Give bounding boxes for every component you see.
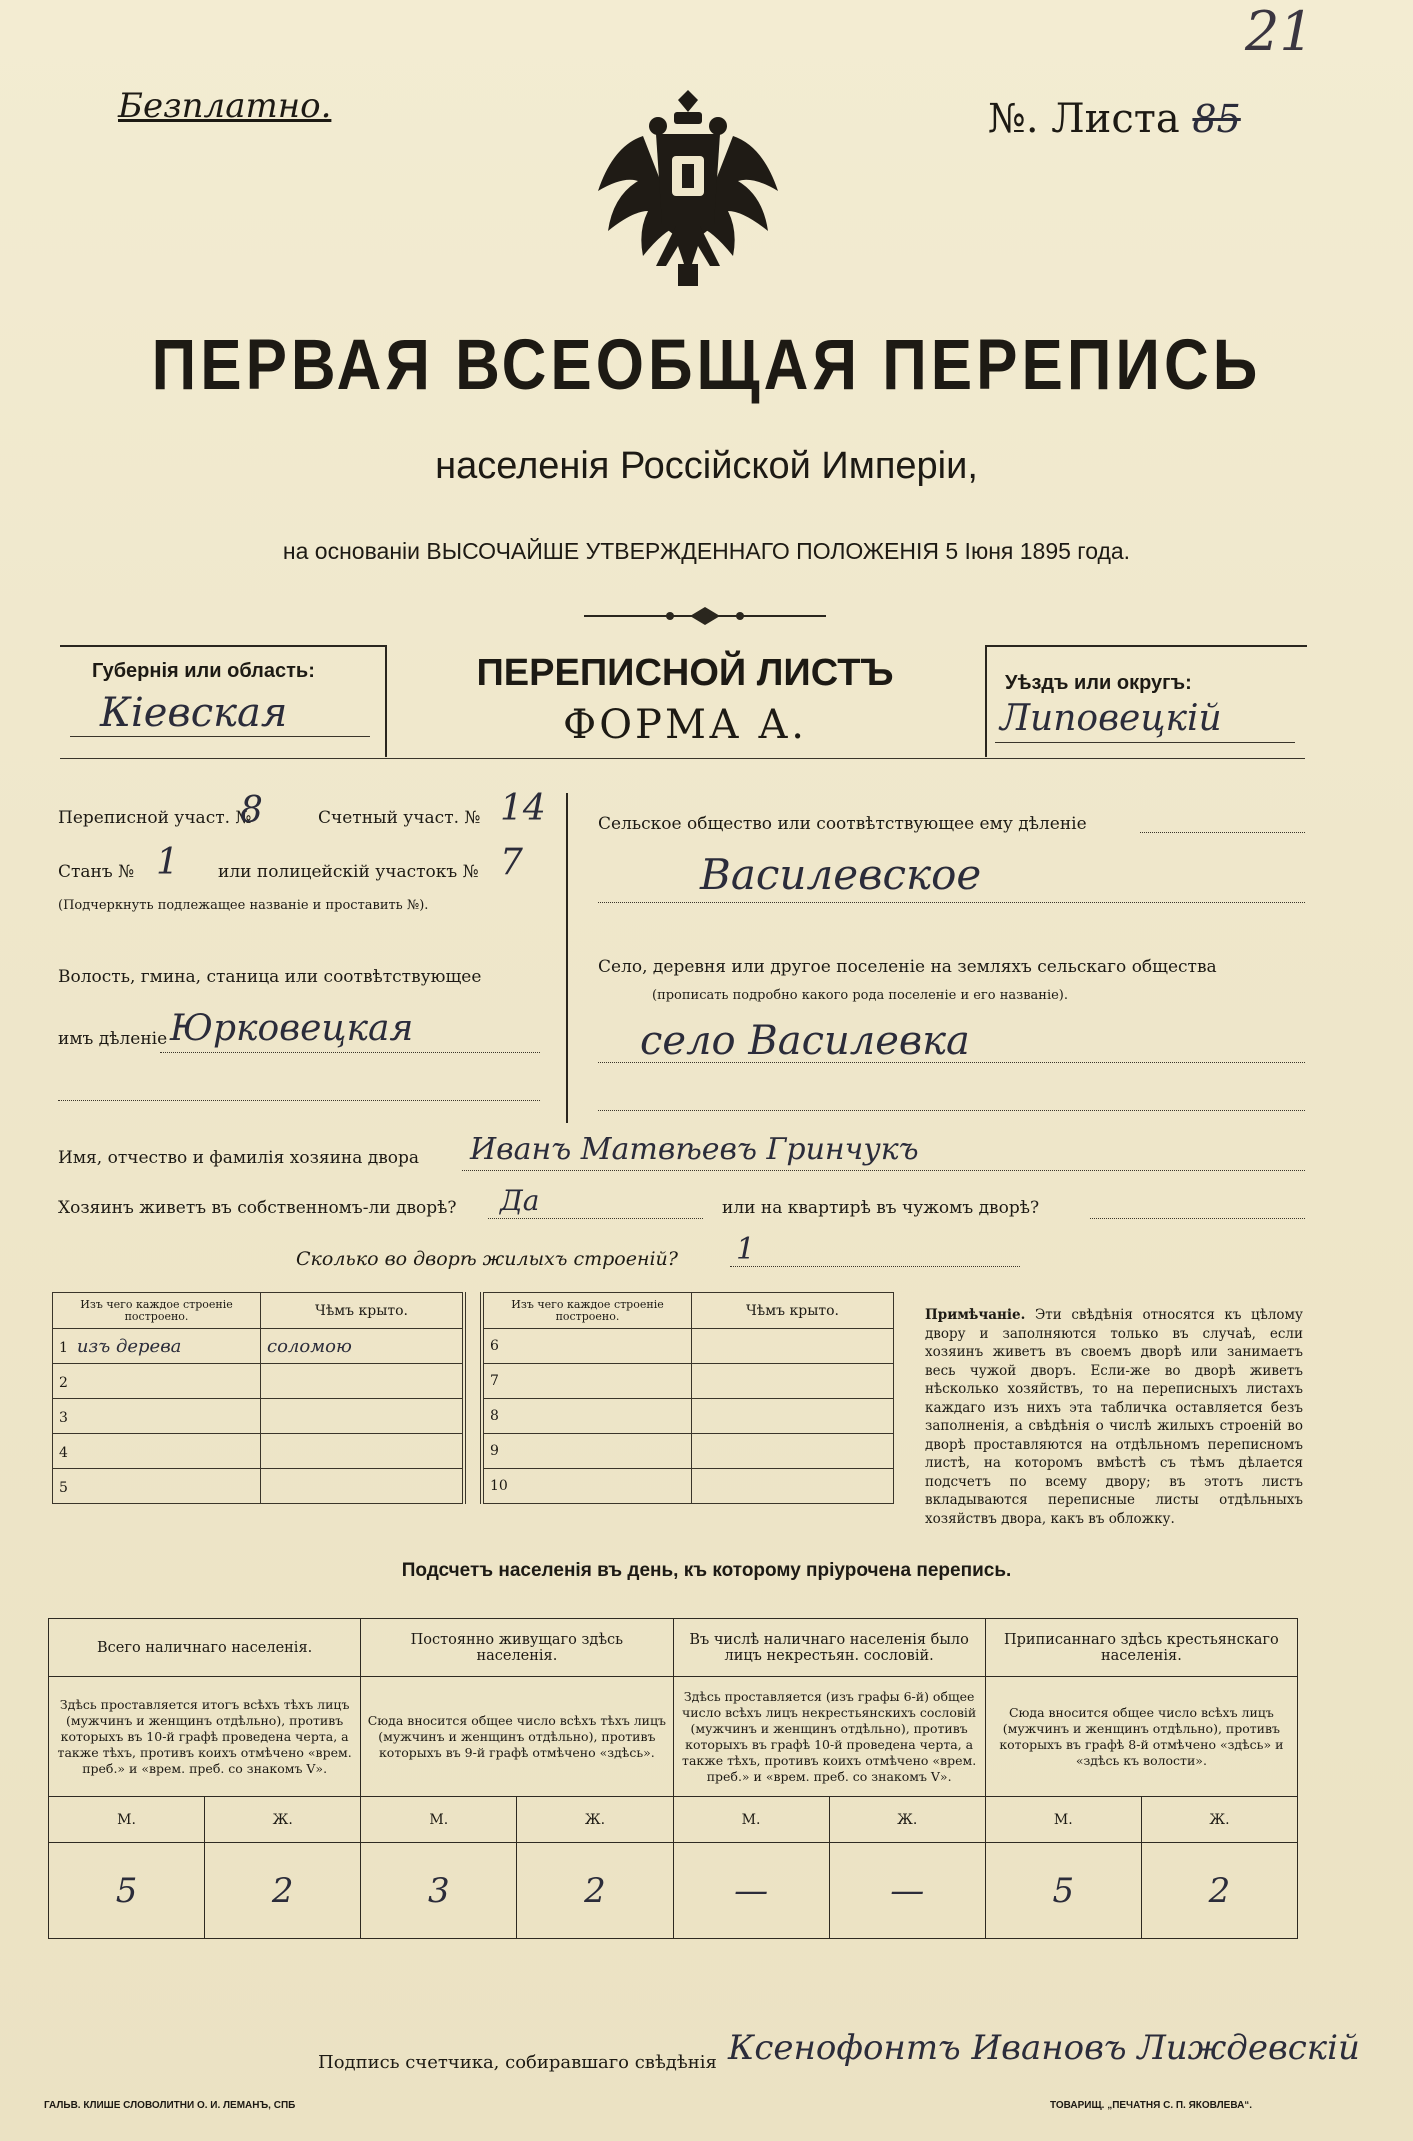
note-text: Эти свѣдѣнія относятся къ цѣлому двору и заполняются только въ случаѣ, если хозяинъ живетъ въ своемъ дворѣ или занимаетъ весь чужой дворъ. Если-же во дворѣ живетъ нѣсколько хозяйствъ, то на переписныхъ листахъ каждаго изъ нихъ эта табличка оставляется безъ заполненія, а свѣдѣнія о числѣ жилыхъ строеній во дворѣ проставляются на отдѣльномъ переписномъ листѣ, на которомъ вмѣстѣ съ тѣмъ дѣлается подсчетъ по всему двору; въ этотъ листъ вкладываются переписные листы отдѣльныхъ хозяйствъ двора, какъ въ обложку. xyxy=(925,1307,1304,1527)
page-subtitle: населенія Россійской Имперіи, xyxy=(435,445,978,487)
volost-value: Юрковецкая xyxy=(170,1008,414,1049)
buildings-table-left xyxy=(52,1292,463,1504)
signature-value: Ксенофонтъ Ивановъ Лиждевскій xyxy=(728,2028,1360,2068)
census-area-value: 8 xyxy=(240,790,263,831)
page-title: ПЕРВАЯ ВСЕОБЩАЯ ПЕРЕПИСЬ xyxy=(151,325,1262,406)
stan-label: Станъ № xyxy=(58,862,135,882)
roof-cell xyxy=(691,1364,893,1399)
sheet-number xyxy=(988,96,1241,142)
row-number: 9 xyxy=(489,1443,499,1459)
building-cell xyxy=(53,1364,261,1399)
roof-cell xyxy=(261,1399,463,1434)
male-header: М. xyxy=(673,1797,829,1843)
police-label: или полицейскій участокъ № xyxy=(218,862,479,882)
building-cell xyxy=(53,1434,261,1469)
built-value: изъ дерева xyxy=(76,1335,182,1357)
note xyxy=(925,1306,1303,1528)
basis-line: на основаніи ВЫСОЧАЙШЕ УТВЕРЖДЕННАГО ПОЛОЖЕНІЯ 5 Іюня 1895 года. xyxy=(282,538,1131,564)
col-roof-header: Чѣмъ крыто. xyxy=(261,1293,463,1329)
gubernia-label: Губернія или область: xyxy=(92,660,315,682)
row-number: 8 xyxy=(489,1408,499,1424)
male-count: — xyxy=(673,1843,829,1939)
note-title: Примѣчаніе. xyxy=(925,1307,1026,1323)
owner-name-label: Имя, отчество и фамилія хозяина двора xyxy=(58,1148,420,1168)
building-row xyxy=(53,1329,463,1364)
male-count: 5 xyxy=(49,1843,205,1939)
building-cell xyxy=(53,1329,261,1364)
male-count: 3 xyxy=(361,1843,517,1939)
roof-cell xyxy=(261,1434,463,1469)
building-row xyxy=(53,1434,463,1469)
underline-note: (Подчеркнуть подлежащее названіе и проставить №). xyxy=(58,898,429,913)
female-count: 2 xyxy=(1141,1843,1297,1939)
roof-cell xyxy=(261,1364,463,1399)
row-number: 3 xyxy=(59,1409,68,1426)
society-value: Василевское xyxy=(700,850,982,899)
own-yard-value: Да xyxy=(500,1184,540,1217)
building-row xyxy=(483,1469,893,1504)
building-row xyxy=(483,1434,893,1469)
buildings-table-right xyxy=(483,1292,894,1504)
building-cell xyxy=(53,1469,261,1504)
corner-number: 21 xyxy=(1245,0,1314,63)
uezd-value: Липовецкій xyxy=(1000,698,1222,739)
uezd-label: Уѣздъ или округъ: xyxy=(1005,672,1192,694)
stan-value: 1 xyxy=(156,842,179,883)
village-label: Село, деревня или другое поселеніе на земляхъ сельскаго общества xyxy=(598,957,1217,977)
form-name: ФОРМА А. xyxy=(563,702,807,748)
row-number: 10 xyxy=(489,1478,508,1494)
female-count: 2 xyxy=(205,1843,361,1939)
building-row xyxy=(483,1364,893,1399)
section-divider xyxy=(566,793,568,1123)
owner-name-value: Иванъ Матвѣевъ Гринчукъ xyxy=(470,1132,919,1167)
population-col-title: Всего наличнаго населенія. xyxy=(49,1619,361,1677)
roof-cell xyxy=(691,1469,893,1504)
building-row xyxy=(53,1469,463,1504)
male-header: М. xyxy=(985,1797,1141,1843)
roof-cell xyxy=(261,1469,463,1504)
row-number: 1 xyxy=(59,1339,68,1356)
male-count: 5 xyxy=(985,1843,1141,1939)
roof-cell xyxy=(691,1329,893,1364)
col-roof-header-2: Чѣмъ крыто. xyxy=(691,1293,893,1329)
row-number: 6 xyxy=(489,1338,499,1354)
ornament-divider xyxy=(580,604,830,628)
building-cell xyxy=(483,1469,691,1504)
population-col-title: Въ числѣ наличнаго населенія было лицъ некрестьян. сословій. xyxy=(673,1619,985,1677)
building-row xyxy=(483,1399,893,1434)
row-number: 2 xyxy=(59,1374,68,1391)
count-area-label: Счетный участ. № xyxy=(318,808,481,828)
village-value: село Василевка xyxy=(640,1018,970,1064)
population-heading: Подсчетъ населенія въ день, къ которому пріурочена перепись. xyxy=(401,1560,1012,1581)
population-col-desc: Сюда вносится общее число всѣхъ лицъ (мужчинъ и женщинъ отдѣльно), противъ которыхъ въ графѣ 8-й отмѣчено «здѣсь» и «здѣсь къ волости». xyxy=(985,1677,1297,1797)
village-note: (прописать подробно какого рода поселеніе и его названіе). xyxy=(652,988,1068,1003)
population-col-title: Приписаннаго здѣсь крестьянскаго населенія. xyxy=(985,1619,1297,1677)
census-area-label: Переписной участ. № xyxy=(58,808,252,828)
roof-value: соломою xyxy=(267,1335,352,1357)
population-table xyxy=(48,1618,1298,1939)
building-cell xyxy=(53,1399,261,1434)
society-label: Сельское общество или соотвѣтствующее ему дѣленіе xyxy=(598,814,1087,834)
col-built-header: Изъ чего каждое строеніе построено. xyxy=(53,1293,261,1329)
col-built-header-2: Изъ чего каждое строеніе построено. xyxy=(483,1293,691,1329)
population-col-desc: Здѣсь проставляется итогъ всѣхъ тѣхъ лицъ (мужчинъ и женщинъ отдѣльно), противъ которыхъ въ 10-й графѣ проведена черта, а также тѣхъ, противъ коихъ отмѣчено «врем. преб.» и «врем. преб. со знакомъ V». xyxy=(49,1677,361,1797)
population-col-title: Постоянно живущаго здѣсь населенія. xyxy=(361,1619,673,1677)
female-header: Ж. xyxy=(205,1797,361,1843)
building-cell xyxy=(483,1434,691,1469)
female-count: — xyxy=(829,1843,985,1939)
population-col-desc: Сюда вносится общее число всѣхъ тѣхъ лицъ (мужчинъ и женщинъ отдѣльно), противъ которыхъ въ 9-й графѣ отмѣчено «здѣсь». xyxy=(361,1677,673,1797)
building-cell xyxy=(483,1329,691,1364)
female-header: Ж. xyxy=(1141,1797,1297,1843)
roof-cell xyxy=(691,1434,893,1469)
male-header: М. xyxy=(361,1797,517,1843)
female-count: 2 xyxy=(517,1843,673,1939)
sheet-number-value: 85 xyxy=(1192,97,1241,141)
buildings-label: Сколько во дворѣ жилыхъ строеній? xyxy=(296,1248,678,1270)
buildings-value: 1 xyxy=(736,1232,756,1267)
male-header: М. xyxy=(49,1797,205,1843)
row-number: 7 xyxy=(489,1373,499,1389)
signature-label: Подпись счетчика, собиравшаго свѣдѣнія xyxy=(318,2052,717,2073)
building-row xyxy=(483,1329,893,1364)
bleed-through xyxy=(30,200,1380,310)
own-yard-label: Хозяинъ живетъ въ собственномъ-ли дворѣ? xyxy=(58,1198,457,1218)
police-value: 7 xyxy=(500,842,523,883)
rent-label: или на квартирѣ въ чужомъ дворѣ? xyxy=(722,1198,1040,1218)
gubernia-value: Кіевская xyxy=(100,690,288,736)
buildings-table xyxy=(52,1292,894,1504)
building-row xyxy=(53,1364,463,1399)
count-area-value: 14 xyxy=(500,788,546,829)
free-label: Безплатно. xyxy=(118,86,332,126)
printer-left: ГАЛЬВ. КЛИШЕ СЛОВОЛИТНИ О. И. ЛЕМАНЪ, СПБ xyxy=(44,2100,296,2111)
population-col-desc: Здѣсь проставляется (изъ графы 6-й) общее число всѣхъ лицъ некрестьянскихъ сословій (мужчинъ и женщинъ отдѣльно), противъ которыхъ въ графѣ 10-й проведена черта, а также тѣхъ, противъ коихъ отмѣчено «врем. преб.» и «врем. преб. со знакомъ V». xyxy=(673,1677,985,1797)
row-number: 5 xyxy=(59,1479,68,1496)
female-header: Ж. xyxy=(517,1797,673,1843)
building-cell xyxy=(483,1364,691,1399)
building-row xyxy=(53,1399,463,1434)
female-header: Ж. xyxy=(829,1797,985,1843)
roof-cell xyxy=(261,1329,463,1364)
volost-label: Волость, гмина, станица или соотвѣтствующее xyxy=(58,967,482,987)
building-cell xyxy=(483,1399,691,1434)
volost-label-2: имъ дѣленіе xyxy=(58,1029,168,1049)
form-title: ПЕРЕПИСНОЙ ЛИСТЪ xyxy=(476,652,894,694)
row-number: 4 xyxy=(59,1444,68,1461)
sheet-number-label: №. Листа xyxy=(988,96,1180,142)
roof-cell xyxy=(691,1399,893,1434)
printer-right: ТОВАРИЩ. „ПЕЧАТНЯ С. П. ЯКОВЛЕВА“. xyxy=(1050,2100,1253,2111)
